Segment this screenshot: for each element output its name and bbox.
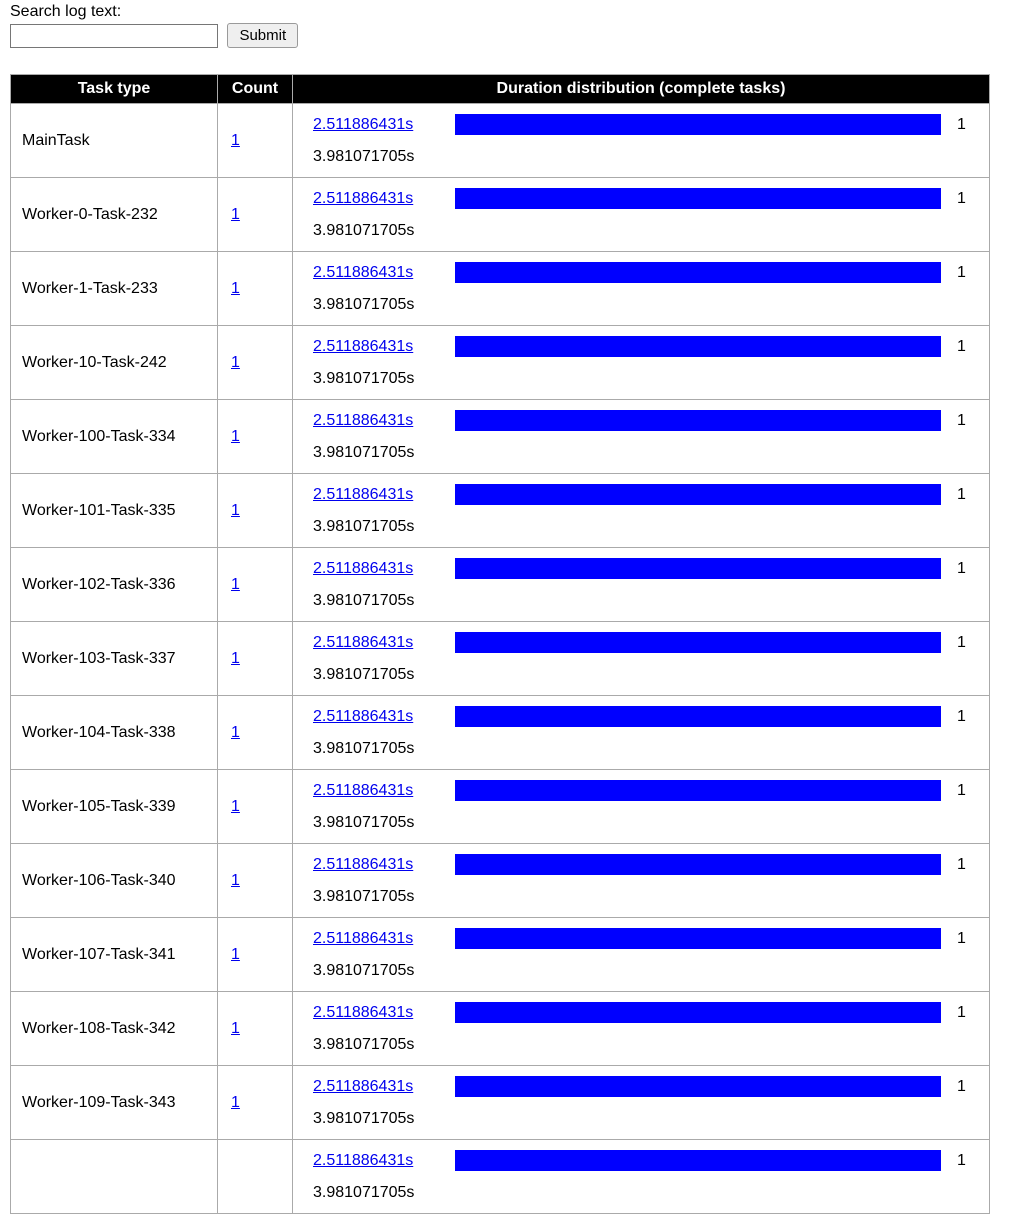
duration-bar: [455, 1002, 941, 1023]
count-link[interactable]: 1: [231, 279, 240, 297]
duration-cell: [293, 178, 990, 252]
bucket-count: 1: [957, 337, 966, 355]
duration-bucket-label: 3.981071705s: [313, 517, 415, 535]
header-duration-distribution: Duration distribution (complete tasks): [293, 75, 990, 104]
histogram-line: [313, 588, 989, 614]
histogram-line: [313, 260, 989, 286]
task-type-cell: Worker-107-Task-341: [11, 918, 218, 992]
count-link[interactable]: 1: [231, 131, 240, 149]
duration-cell: [293, 1140, 990, 1214]
count-link[interactable]: 1: [231, 797, 240, 815]
histogram-line: [313, 334, 989, 360]
histogram-line: [313, 810, 989, 836]
duration-bucket-link[interactable]: 2.511886431s: [313, 559, 414, 577]
task-type-cell: MainTask: [11, 104, 218, 178]
duration-bucket-label: 3.981071705s: [313, 739, 415, 757]
duration-cell: [293, 326, 990, 400]
task-type-cell: Worker-102-Task-336: [11, 548, 218, 622]
duration-cell: [293, 844, 990, 918]
duration-bar: [455, 706, 941, 727]
duration-bar: [455, 1150, 941, 1171]
histogram-line: [313, 736, 989, 762]
task-type-cell: Worker-10-Task-242: [11, 326, 218, 400]
table-row: [11, 696, 990, 770]
table-row: [11, 326, 990, 400]
count-link[interactable]: 1: [231, 649, 240, 667]
task-type-cell: Worker-103-Task-337: [11, 622, 218, 696]
table-row: [11, 178, 990, 252]
duration-cell: [293, 696, 990, 770]
bucket-count: 1: [957, 855, 966, 873]
bucket-count: 1: [957, 263, 966, 281]
table-row: [11, 474, 990, 548]
histogram-line: [313, 704, 989, 730]
table-row: [11, 548, 990, 622]
bucket-count: 1: [957, 1151, 966, 1169]
task-table: [10, 74, 990, 1214]
histogram-line: [313, 852, 989, 878]
duration-cell: [293, 622, 990, 696]
histogram-line: [313, 440, 989, 466]
table-row: [11, 400, 990, 474]
header-count: Count: [218, 75, 293, 104]
duration-bucket-link[interactable]: 2.511886431s: [313, 1151, 414, 1169]
duration-bucket-link[interactable]: 2.511886431s: [313, 189, 414, 207]
count-link[interactable]: 1: [231, 871, 240, 889]
duration-bucket-link[interactable]: 2.511886431s: [313, 263, 414, 281]
duration-bar: [455, 336, 941, 357]
duration-bucket-link[interactable]: 2.511886431s: [313, 707, 414, 725]
count-link[interactable]: 1: [231, 205, 240, 223]
bucket-count: 1: [957, 707, 966, 725]
histogram-line: [313, 144, 989, 170]
count-link[interactable]: 1: [231, 353, 240, 371]
histogram-line: [313, 1180, 989, 1206]
bucket-count: 1: [957, 1077, 966, 1095]
task-type-cell: [11, 1140, 218, 1214]
histogram-line: [313, 112, 989, 138]
duration-bucket-label: 3.981071705s: [313, 887, 415, 905]
count-link[interactable]: 1: [231, 1019, 240, 1037]
count-link[interactable]: 1: [231, 501, 240, 519]
search-input[interactable]: [10, 24, 218, 48]
histogram-line: [313, 218, 989, 244]
duration-bar: [455, 262, 941, 283]
duration-bucket-link[interactable]: 2.511886431s: [313, 781, 414, 799]
duration-bar: [455, 558, 941, 579]
submit-button[interactable]: Submit: [227, 23, 298, 48]
duration-bar: [455, 410, 941, 431]
histogram-line: [313, 884, 989, 910]
histogram-line: [313, 514, 989, 540]
histogram-line: [313, 1032, 989, 1058]
task-type-cell: Worker-105-Task-339: [11, 770, 218, 844]
duration-cell: [293, 548, 990, 622]
duration-cell: [293, 992, 990, 1066]
duration-bucket-link[interactable]: 2.511886431s: [313, 485, 414, 503]
task-type-cell: Worker-0-Task-232: [11, 178, 218, 252]
search-form: [10, 2, 1014, 48]
duration-bucket-label: 3.981071705s: [313, 1035, 415, 1053]
duration-cell: [293, 474, 990, 548]
duration-bar: [455, 632, 941, 653]
duration-cell: [293, 104, 990, 178]
duration-bar: [455, 928, 941, 949]
task-type-cell: Worker-106-Task-340: [11, 844, 218, 918]
task-type-cell: Worker-100-Task-334: [11, 400, 218, 474]
histogram-line: [313, 926, 989, 952]
duration-bar: [455, 780, 941, 801]
task-table-header: [11, 75, 990, 104]
bucket-count: 1: [957, 189, 966, 207]
duration-bar: [455, 188, 941, 209]
table-row: [11, 622, 990, 696]
histogram-line: [313, 662, 989, 688]
duration-bucket-label: 3.981071705s: [313, 665, 415, 683]
duration-bar: [455, 1076, 941, 1097]
table-row: [11, 770, 990, 844]
bucket-count: 1: [957, 929, 966, 947]
duration-cell: [293, 400, 990, 474]
duration-bucket-link[interactable]: 2.511886431s: [313, 929, 414, 947]
duration-bucket-label: 3.981071705s: [313, 1109, 415, 1127]
histogram-line: [313, 958, 989, 984]
histogram-line: [313, 292, 989, 318]
duration-cell: [293, 252, 990, 326]
task-type-cell: Worker-101-Task-335: [11, 474, 218, 548]
histogram-line: [313, 186, 989, 212]
duration-bucket-link[interactable]: 2.511886431s: [313, 411, 414, 429]
duration-bar: [455, 114, 941, 135]
duration-bar: [455, 854, 941, 875]
table-row: [11, 918, 990, 992]
task-type-cell: Worker-1-Task-233: [11, 252, 218, 326]
count-link[interactable]: 1: [231, 945, 240, 963]
duration-bucket-link[interactable]: 2.511886431s: [313, 115, 414, 133]
table-row: [11, 992, 990, 1066]
search-label: Search log text:: [10, 3, 122, 20]
histogram-line: [313, 1074, 989, 1100]
duration-bucket-link[interactable]: 2.511886431s: [313, 337, 414, 355]
count-link[interactable]: 1: [231, 723, 240, 741]
bucket-count: 1: [957, 115, 966, 133]
table-row: [11, 1140, 990, 1214]
count-link[interactable]: 1: [231, 427, 240, 445]
bucket-count: 1: [957, 559, 966, 577]
duration-bucket-label: 3.981071705s: [313, 591, 415, 609]
table-row: [11, 844, 990, 918]
duration-bucket-label: 3.981071705s: [313, 147, 415, 165]
count-link[interactable]: 1: [231, 575, 240, 593]
histogram-line: [313, 1148, 989, 1174]
header-task-type: Task type: [11, 75, 218, 104]
duration-bucket-label: 3.981071705s: [313, 443, 415, 461]
count-link[interactable]: 1: [231, 1093, 240, 1111]
task-table-body: [11, 104, 990, 1214]
duration-bucket-label: 3.981071705s: [313, 221, 415, 239]
table-row: [11, 252, 990, 326]
duration-bucket-link[interactable]: 2.511886431s: [313, 855, 414, 873]
bucket-count: 1: [957, 633, 966, 651]
histogram-line: [313, 1106, 989, 1132]
task-type-cell: Worker-104-Task-338: [11, 696, 218, 770]
bucket-count: 1: [957, 781, 966, 799]
duration-bucket-label: 3.981071705s: [313, 961, 415, 979]
duration-bucket-label: 3.981071705s: [313, 1183, 415, 1201]
histogram-line: [313, 556, 989, 582]
table-row: [11, 1066, 990, 1140]
histogram-line: [313, 1000, 989, 1026]
duration-bucket-link[interactable]: 2.511886431s: [313, 1077, 414, 1095]
duration-cell: [293, 918, 990, 992]
duration-cell: [293, 770, 990, 844]
duration-bucket-label: 3.981071705s: [313, 295, 415, 313]
table-row: [11, 104, 990, 178]
histogram-line: [313, 482, 989, 508]
histogram-line: [313, 630, 989, 656]
histogram-line: [313, 778, 989, 804]
task-type-cell: Worker-109-Task-343: [11, 1066, 218, 1140]
bucket-count: 1: [957, 411, 966, 429]
histogram-line: [313, 366, 989, 392]
duration-bar: [455, 484, 941, 505]
duration-bucket-link[interactable]: 2.511886431s: [313, 1003, 414, 1021]
duration-cell: [293, 1066, 990, 1140]
duration-bucket-label: 3.981071705s: [313, 369, 415, 387]
duration-bucket-link[interactable]: 2.511886431s: [313, 633, 414, 651]
bucket-count: 1: [957, 485, 966, 503]
duration-bucket-label: 3.981071705s: [313, 813, 415, 831]
histogram-line: [313, 408, 989, 434]
task-type-cell: Worker-108-Task-342: [11, 992, 218, 1066]
bucket-count: 1: [957, 1003, 966, 1021]
